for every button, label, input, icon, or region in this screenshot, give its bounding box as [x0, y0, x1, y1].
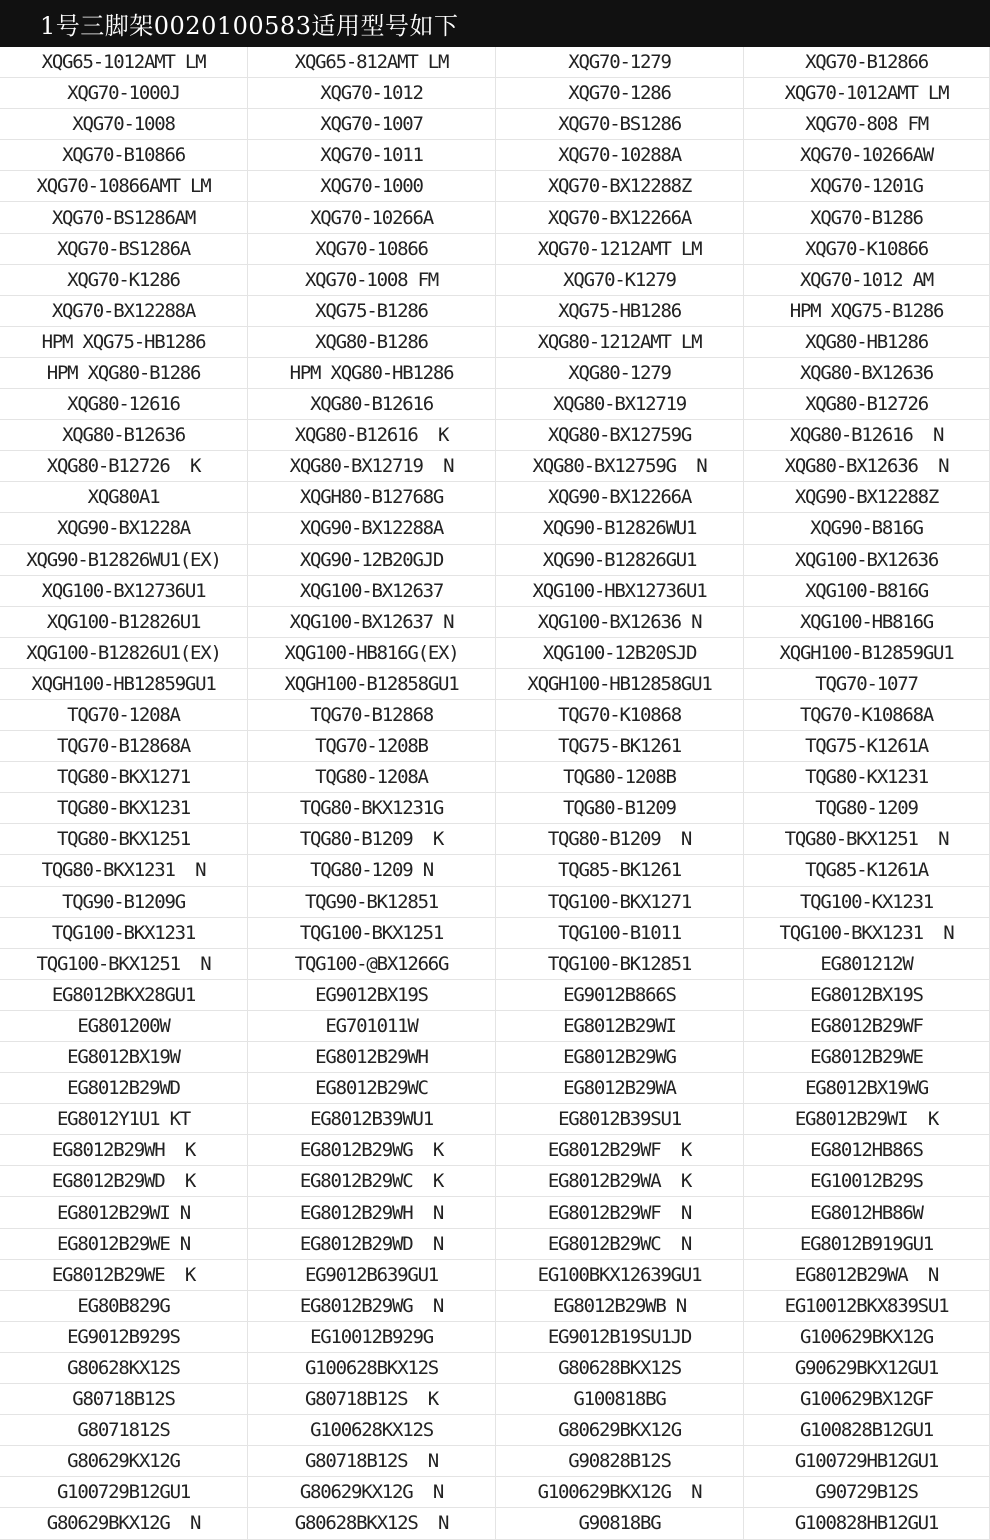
model-cell: TQG100-KX1231	[744, 887, 990, 918]
model-cell: EG100BKX12639GU1	[496, 1260, 744, 1291]
model-cell: EG8012B29WE N	[0, 1229, 248, 1260]
model-cell: TQG80-B1209 N	[496, 824, 744, 855]
model-cell: XQG70-1012AMT LM	[744, 78, 990, 109]
model-cell: XQG100-BX12636 N	[496, 607, 744, 638]
model-cell: EG8012B29WF N	[496, 1197, 744, 1228]
model-cell: XQG80-BX12636 N	[744, 451, 990, 482]
model-cell: XQGH100-B12858GU1	[248, 669, 496, 700]
model-cell: TQG100-BKX1251 N	[0, 949, 248, 980]
model-cell: EG8012B29WA K	[496, 1166, 744, 1197]
model-cell: G90818BG	[496, 1508, 744, 1539]
model-cell: TQG75-K1261A	[744, 731, 990, 762]
model-cell: XQG70-1008 FM	[248, 265, 496, 296]
model-cell: TQG70-1077	[744, 669, 990, 700]
model-cell: XQG80-1212AMT LM	[496, 327, 744, 358]
model-cell: XQGH100-B12859GU1	[744, 638, 990, 669]
model-cell: XQG70-BX12266A	[496, 202, 744, 233]
model-cell: TQG75-BK1261	[496, 731, 744, 762]
model-cell: XQG90-B816G	[744, 513, 990, 544]
model-cell: TQG80-1208B	[496, 762, 744, 793]
model-cell: EG9012B639GU1	[248, 1260, 496, 1291]
model-cell: XQG80-B12616 K	[248, 420, 496, 451]
model-cell: XQG90-BX12266A	[496, 482, 744, 513]
model-cell: G80718B12S N	[248, 1446, 496, 1477]
model-cell: XQG75-B1286	[248, 296, 496, 327]
model-cell: EG9012B866S	[496, 980, 744, 1011]
model-cell: TQG85-K1261A	[744, 855, 990, 886]
model-cell: XQG80-BX12719 N	[248, 451, 496, 482]
model-cell: XQGH100-HB12859GU1	[0, 669, 248, 700]
model-cell: XQG70-BS1286AM	[0, 202, 248, 233]
model-cell: XQG80-HB1286	[744, 327, 990, 358]
model-cell: EG8012B39SU1	[496, 1104, 744, 1135]
model-cell: EG8012B39WU1	[248, 1104, 496, 1135]
model-cell: XQG80-BX12759G N	[496, 451, 744, 482]
model-cell: TQG80-BKX1231	[0, 793, 248, 824]
model-cell: G8071812S	[0, 1415, 248, 1446]
model-cell: TQG80-BKX1251 N	[744, 824, 990, 855]
model-cell: G80628BKX12S	[496, 1353, 744, 1384]
model-cell: XQG70-1000J	[0, 78, 248, 109]
model-cell: G100629BX12GF	[744, 1384, 990, 1415]
model-cell: EG10012BKX839SU1	[744, 1291, 990, 1322]
model-cell: EG8012B29WF K	[496, 1135, 744, 1166]
model-cell: EG8012B29WC N	[496, 1229, 744, 1260]
model-cell: XQG100-BX12637 N	[248, 607, 496, 638]
model-cell: EG8012B29WD K	[0, 1166, 248, 1197]
model-cell: XQGH100-HB12858GU1	[496, 669, 744, 700]
model-cell: XQG70-K1286	[0, 265, 248, 296]
model-cell: TQG80-BKX1231G	[248, 793, 496, 824]
model-cell: EG8012B29WG N	[248, 1291, 496, 1322]
model-cell: G80628KX12S	[0, 1353, 248, 1384]
model-cell: TQG80-BKX1271	[0, 762, 248, 793]
model-cell: XQG100-12B20SJD	[496, 638, 744, 669]
model-cell: XQG100-BX12736U1	[0, 576, 248, 607]
model-cell: EG8012B29WE	[744, 1042, 990, 1073]
model-cell: XQG80-1279	[496, 358, 744, 389]
model-cell: EG8012B29WC K	[248, 1166, 496, 1197]
model-cell: XQG80-BX12719	[496, 389, 744, 420]
model-cell: G90629BKX12GU1	[744, 1353, 990, 1384]
model-cell: TQG80-B1209	[496, 793, 744, 824]
model-cell: EG8012Y1U1 KT	[0, 1104, 248, 1135]
model-cell: EG8012B29WI N	[0, 1197, 248, 1228]
model-cell: EG8012B29WG	[496, 1042, 744, 1073]
model-cell: EG9012B929S	[0, 1322, 248, 1353]
model-cell: XQG70-K1279	[496, 265, 744, 296]
model-cell: XQG100-HB816G(EX)	[248, 638, 496, 669]
model-cell: G100818BG	[496, 1384, 744, 1415]
model-cell: EG701011W	[248, 1011, 496, 1042]
model-cell: XQG70-1012	[248, 78, 496, 109]
model-cell: G100628BKX12S	[248, 1353, 496, 1384]
model-cell: EG8012B29WH	[248, 1042, 496, 1073]
model-cell: XQG70-B10866	[0, 140, 248, 171]
model-cell: XQG100-HB816G	[744, 607, 990, 638]
model-cell: XQG70-1212AMT LM	[496, 234, 744, 265]
model-cell: EG80B829G	[0, 1291, 248, 1322]
model-cell: G80718B12S	[0, 1384, 248, 1415]
model-table	[0, 47, 990, 1540]
model-cell: EG8012B29WG K	[248, 1135, 496, 1166]
model-cell: EG8012B29WH K	[0, 1135, 248, 1166]
model-cell: XQG100-BX12636	[744, 545, 990, 576]
model-cell: G100629BKX12G	[744, 1322, 990, 1353]
model-cell: G100828HB12GU1	[744, 1508, 990, 1539]
model-cell: EG801212W	[744, 949, 990, 980]
model-cell: XQG70-BS1286	[496, 109, 744, 140]
model-cell: EG10012B929G	[248, 1322, 496, 1353]
model-cell: XQG70-808 FM	[744, 109, 990, 140]
model-cell: EG8012HB86W	[744, 1197, 990, 1228]
model-cell: EG801200W	[0, 1011, 248, 1042]
model-cell: XQG100-B12826U1	[0, 607, 248, 638]
model-cell: TQG100-BK12851	[496, 949, 744, 980]
model-cell: TQG100-BKX1231	[0, 918, 248, 949]
model-cell: HPM XQG75-HB1286	[0, 327, 248, 358]
model-cell: XQG70-BS1286A	[0, 234, 248, 265]
page-title: 1号三脚架0020100583适用型号如下	[0, 0, 990, 47]
model-cell: G90729B12S	[744, 1477, 990, 1508]
model-cell: XQG100-HBX12736U1	[496, 576, 744, 607]
model-cell: XQG90-BX1228A	[0, 513, 248, 544]
model-cell: XQG100-BX12637	[248, 576, 496, 607]
model-cell: XQG70-BX12288A	[0, 296, 248, 327]
model-cell: XQG70-1000	[248, 171, 496, 202]
model-cell: EG8012B29WD N	[248, 1229, 496, 1260]
model-cell: XQG75-HB1286	[496, 296, 744, 327]
model-cell: XQG80A1	[0, 482, 248, 513]
model-cell: G80718B12S K	[248, 1384, 496, 1415]
model-cell: EG8012B29WA	[496, 1073, 744, 1104]
model-cell: EG8012B29WE K	[0, 1260, 248, 1291]
model-cell: TQG70-B12868	[248, 700, 496, 731]
model-cell: TQG100-BKX1271	[496, 887, 744, 918]
model-cell: TQG100-BKX1251	[248, 918, 496, 949]
model-cell: TQG80-1209 N	[248, 855, 496, 886]
model-cell: XQG80-BX12759G	[496, 420, 744, 451]
model-cell: TQG80-B1209 K	[248, 824, 496, 855]
model-cell: XQG70-1011	[248, 140, 496, 171]
model-cell: TQG70-K10868	[496, 700, 744, 731]
model-cell: EG8012B29WF	[744, 1011, 990, 1042]
model-cell: TQG80-BKX1251	[0, 824, 248, 855]
model-cell: EG8012B29WA N	[744, 1260, 990, 1291]
model-cell: XQG90-BX12288A	[248, 513, 496, 544]
model-cell: TQG85-BK1261	[496, 855, 744, 886]
model-cell: G80629KX12G	[0, 1446, 248, 1477]
model-cell: G80628BKX12S N	[248, 1508, 496, 1539]
model-cell: EG9012BX19S	[248, 980, 496, 1011]
model-cell: TQG80-KX1231	[744, 762, 990, 793]
model-cell: XQG90-BX12288Z	[744, 482, 990, 513]
model-cell: XQG80-B12726 K	[0, 451, 248, 482]
model-cell: TQG70-B12868A	[0, 731, 248, 762]
model-cell: XQG80-12616	[0, 389, 248, 420]
model-cell: G100628KX12S	[248, 1415, 496, 1446]
model-cell: XQG70-10866AMT LM	[0, 171, 248, 202]
model-cell: XQG70-10266A	[248, 202, 496, 233]
model-cell: XQG70-1201G	[744, 171, 990, 202]
model-cell: XQG65-1012AMT LM	[0, 47, 248, 78]
model-cell: TQG70-1208A	[0, 700, 248, 731]
model-cell: XQG100-B12826U1(EX)	[0, 638, 248, 669]
model-cell: HPM XQG75-B1286	[744, 296, 990, 327]
model-cell: XQG70-10866	[248, 234, 496, 265]
model-cell: EG8012BX19S	[744, 980, 990, 1011]
model-cell: EG8012B29WB N	[496, 1291, 744, 1322]
model-cell: XQG70-1279	[496, 47, 744, 78]
model-cell: XQGH80-B12768G	[248, 482, 496, 513]
model-cell: G90828B12S	[496, 1446, 744, 1477]
model-cell: XQG80-B12616	[248, 389, 496, 420]
model-cell: HPM XQG80-B1286	[0, 358, 248, 389]
model-cell: G80629BKX12G N	[0, 1508, 248, 1539]
model-cell: XQG70-1008	[0, 109, 248, 140]
model-cell: XQG80-B12616 N	[744, 420, 990, 451]
model-cell: XQG80-B1286	[248, 327, 496, 358]
model-cell: EG8012B29WI K	[744, 1104, 990, 1135]
model-cell: TQG100-@BX1266G	[248, 949, 496, 980]
model-cell: EG8012B29WC	[248, 1073, 496, 1104]
model-cell: EG8012BKX28GU1	[0, 980, 248, 1011]
model-cell: TQG80-BKX1231 N	[0, 855, 248, 886]
model-cell: TQG100-B1011	[496, 918, 744, 949]
model-cell: HPM XQG80-HB1286	[248, 358, 496, 389]
model-cell: XQG90-B12826GU1	[496, 545, 744, 576]
model-cell: G100729HB12GU1	[744, 1446, 990, 1477]
model-cell: XQG70-1012 AM	[744, 265, 990, 296]
model-cell: TQG70-K10868A	[744, 700, 990, 731]
model-cell: XQG65-812AMT LM	[248, 47, 496, 78]
model-cell: EG9012B19SU1JD	[496, 1322, 744, 1353]
model-cell: XQG90-B12826WU1(EX)	[0, 545, 248, 576]
model-cell: TQG90-BK12851	[248, 887, 496, 918]
model-cell: XQG70-10266AW	[744, 140, 990, 171]
model-cell: XQG70-BX12288Z	[496, 171, 744, 202]
model-cell: G100828B12GU1	[744, 1415, 990, 1446]
model-cell: EG8012B29WD	[0, 1073, 248, 1104]
model-cell: TQG100-BKX1231 N	[744, 918, 990, 949]
model-cell: XQG70-1007	[248, 109, 496, 140]
model-cell: TQG80-1208A	[248, 762, 496, 793]
model-cell: EG8012BX19W	[0, 1042, 248, 1073]
model-cell: XQG70-B12866	[744, 47, 990, 78]
model-cell: XQG80-B12726	[744, 389, 990, 420]
model-cell: EG8012B919GU1	[744, 1229, 990, 1260]
model-cell: TQG90-B1209G	[0, 887, 248, 918]
model-cell: XQG80-BX12636	[744, 358, 990, 389]
model-cell: G100729B12GU1	[0, 1477, 248, 1508]
model-cell: XQG100-B816G	[744, 576, 990, 607]
model-cell: XQG90-12B20GJD	[248, 545, 496, 576]
model-cell: TQG80-1209	[744, 793, 990, 824]
model-cell: EG8012B29WH N	[248, 1197, 496, 1228]
model-cell: EG8012BX19WG	[744, 1073, 990, 1104]
model-cell: TQG70-1208B	[248, 731, 496, 762]
model-cell: XQG80-B12636	[0, 420, 248, 451]
model-cell: EG8012B29WI	[496, 1011, 744, 1042]
model-cell: XQG70-10288A	[496, 140, 744, 171]
model-cell: G100629BKX12G N	[496, 1477, 744, 1508]
model-cell: XQG70-K10866	[744, 234, 990, 265]
model-cell: G80629KX12G N	[248, 1477, 496, 1508]
model-cell: G80629BKX12G	[496, 1415, 744, 1446]
model-cell: XQG90-B12826WU1	[496, 513, 744, 544]
model-cell: EG10012B29S	[744, 1166, 990, 1197]
model-cell: XQG70-1286	[496, 78, 744, 109]
model-cell: XQG70-B1286	[744, 202, 990, 233]
model-cell: EG8012HB86S	[744, 1135, 990, 1166]
